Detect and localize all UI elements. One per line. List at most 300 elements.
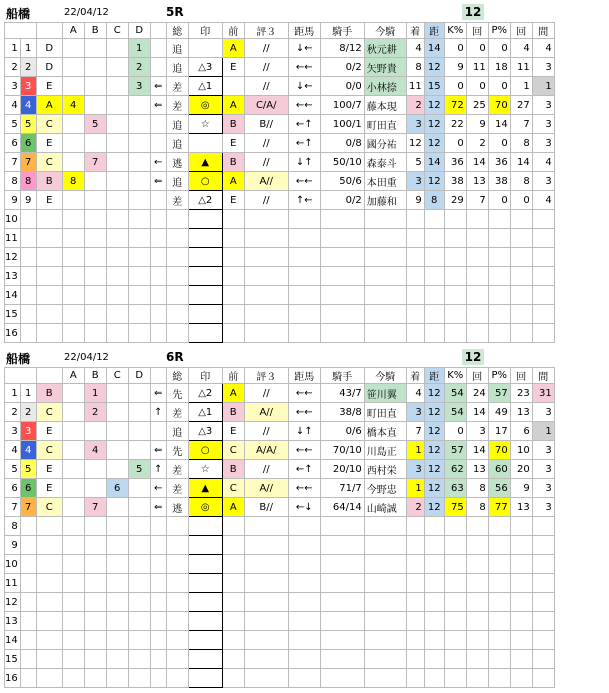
mark (188, 134, 222, 153)
k-percent (444, 631, 466, 650)
prev-rating (222, 650, 244, 669)
rating-a (36, 574, 62, 593)
race-distance: 12 (462, 4, 484, 20)
k-percent: 54 (444, 384, 466, 403)
table-row (5, 248, 555, 267)
distance: 14 (424, 39, 444, 58)
rating-d (106, 384, 128, 403)
distance (424, 517, 444, 536)
p-count: 27 (510, 96, 532, 115)
jockey-name (364, 267, 406, 286)
style: 差 (166, 403, 188, 422)
jockey-name (364, 555, 406, 574)
distance: 12 (424, 422, 444, 441)
distance-trend (288, 324, 320, 343)
interval (532, 248, 554, 267)
arrow (150, 267, 166, 286)
jockey-name: 小林捺 (364, 77, 406, 96)
style (166, 631, 188, 650)
distance-trend: ↓← (288, 39, 320, 58)
rating-e (128, 210, 150, 229)
table-row (5, 191, 555, 210)
distance-trend: ←← (288, 403, 320, 422)
header-rating-a (36, 23, 62, 39)
interval: 4 (532, 153, 554, 172)
eval3: A// (244, 172, 288, 191)
header-k-percent: K% (444, 368, 466, 384)
venue-name: 船橋 (6, 7, 31, 21)
p-percent (488, 669, 510, 688)
table-row (5, 134, 555, 153)
distance: 12 (424, 115, 444, 134)
jockey-name: 本田重 (364, 172, 406, 191)
arrow: ⇐ (150, 441, 166, 460)
distance: 12 (424, 498, 444, 517)
style: 追 (166, 134, 188, 153)
arrow (150, 191, 166, 210)
jockey-stat: 0/2 (320, 58, 364, 77)
k-percent (444, 669, 466, 688)
interval (532, 229, 554, 248)
p-count: 0 (510, 191, 532, 210)
mark (188, 612, 222, 631)
header-prev-rating: 前 (222, 23, 244, 39)
distance-trend: ↓↑ (288, 153, 320, 172)
distance (424, 229, 444, 248)
header-jockey-stat: 騎手 (320, 368, 364, 384)
eval3 (244, 574, 288, 593)
p-percent (488, 210, 510, 229)
p-percent (488, 517, 510, 536)
jockey-stat (320, 267, 364, 286)
horse-number (20, 612, 36, 631)
k-percent: 62 (444, 460, 466, 479)
distance (424, 574, 444, 593)
jockey-name: 加藤和 (364, 191, 406, 210)
distance-trend (288, 305, 320, 324)
rating-d (106, 498, 128, 517)
p-count (510, 631, 532, 650)
k-percent: 0 (444, 39, 466, 58)
distance (424, 555, 444, 574)
eval3 (244, 612, 288, 631)
rating-d (106, 286, 128, 305)
distance (424, 248, 444, 267)
interval: 3 (532, 172, 554, 191)
arrow: ⇐ (150, 384, 166, 403)
rating-b (62, 39, 84, 58)
eval3 (244, 305, 288, 324)
header-eval3: 評３ (244, 368, 288, 384)
style: 差 (166, 191, 188, 210)
rating-c (84, 324, 106, 343)
rating-e (128, 324, 150, 343)
interval: 3 (532, 460, 554, 479)
table-row (5, 422, 555, 441)
interval (532, 612, 554, 631)
prev-rating: E (222, 191, 244, 210)
k-count (466, 631, 488, 650)
arrow (150, 229, 166, 248)
style: 差 (166, 479, 188, 498)
rating-d (106, 555, 128, 574)
p-percent: 17 (488, 422, 510, 441)
rating-a: C (36, 403, 62, 422)
mark (188, 593, 222, 612)
rating-d (106, 191, 128, 210)
prev-rating (222, 324, 244, 343)
distance: 12 (424, 460, 444, 479)
rating-b (62, 324, 84, 343)
distance (424, 305, 444, 324)
table-row (5, 96, 555, 115)
mark: △1 (188, 77, 222, 96)
interval (532, 650, 554, 669)
mark: ▲ (188, 479, 222, 498)
row-number: 13 (5, 267, 21, 286)
jockey-name: 笹川翼 (364, 384, 406, 403)
prev-rating: A (222, 96, 244, 115)
rating-e (128, 441, 150, 460)
k-count: 25 (466, 96, 488, 115)
mark (188, 631, 222, 650)
eval3: // (244, 384, 288, 403)
mark (188, 305, 222, 324)
header-row (5, 23, 555, 39)
style (166, 536, 188, 555)
rating-c (84, 172, 106, 191)
k-percent: 9 (444, 58, 466, 77)
rating-c: 7 (84, 498, 106, 517)
distance-trend (288, 650, 320, 669)
table-row (5, 517, 555, 536)
interval: 3 (532, 441, 554, 460)
rating-b (62, 479, 84, 498)
section-header (4, 2, 555, 22)
rating-b (62, 441, 84, 460)
row-number: 8 (5, 172, 21, 191)
jockey-name: 川島正 (364, 441, 406, 460)
mark: ◎ (188, 498, 222, 517)
section-header (4, 347, 555, 367)
interval (532, 517, 554, 536)
interval: 31 (532, 384, 554, 403)
k-count: 14 (466, 441, 488, 460)
mark: △3 (188, 422, 222, 441)
k-count: 14 (466, 403, 488, 422)
distance-trend: ←↑ (288, 115, 320, 134)
interval (532, 324, 554, 343)
style (166, 305, 188, 324)
rating-a (36, 593, 62, 612)
header-k-count: 回 (466, 368, 488, 384)
finish (406, 210, 424, 229)
distance-trend (288, 612, 320, 631)
rating-b: 4 (62, 96, 84, 115)
jockey-name: 山崎誠 (364, 498, 406, 517)
rating-c: 5 (84, 115, 106, 134)
distance: 14 (424, 153, 444, 172)
finish: 3 (406, 460, 424, 479)
p-count: 6 (510, 422, 532, 441)
distance-trend (288, 517, 320, 536)
p-count (510, 536, 532, 555)
mark: △1 (188, 403, 222, 422)
rating-b (62, 153, 84, 172)
rating-e: 2 (128, 58, 150, 77)
k-percent: 57 (444, 441, 466, 460)
distance: 12 (424, 403, 444, 422)
k-percent (444, 593, 466, 612)
prev-rating: E (222, 134, 244, 153)
mark: ▲ (188, 153, 222, 172)
k-count (466, 574, 488, 593)
horse-number (20, 555, 36, 574)
p-percent: 49 (488, 403, 510, 422)
eval3: // (244, 422, 288, 441)
eval3: // (244, 134, 288, 153)
rating-d (106, 305, 128, 324)
arrow: ← (150, 479, 166, 498)
header-jockey-stat: 騎手 (320, 23, 364, 39)
rating-c: 1 (84, 384, 106, 403)
arrow: ↑ (150, 460, 166, 479)
jockey-name (364, 305, 406, 324)
k-percent (444, 650, 466, 669)
style: 先 (166, 441, 188, 460)
rating-b (62, 384, 84, 403)
rating-a: E (36, 134, 62, 153)
row-number: 1 (5, 39, 21, 58)
rating-c (84, 229, 106, 248)
prev-rating (222, 631, 244, 650)
table-row (5, 58, 555, 77)
rating-b (62, 498, 84, 517)
finish (406, 555, 424, 574)
rating-a (36, 267, 62, 286)
p-count (510, 229, 532, 248)
distance (424, 612, 444, 631)
interval (532, 593, 554, 612)
distance-trend: ←← (288, 441, 320, 460)
rating-c: 2 (84, 403, 106, 422)
arrow: ↑ (150, 403, 166, 422)
rating-d (106, 422, 128, 441)
eval3 (244, 210, 288, 229)
header-p-count: 回 (510, 23, 532, 39)
eval3 (244, 248, 288, 267)
rating-d (106, 153, 128, 172)
horse-number: 2 (20, 403, 36, 422)
k-percent: 38 (444, 172, 466, 191)
row-number: 15 (5, 650, 21, 669)
p-percent: 14 (488, 115, 510, 134)
rating-a (36, 210, 62, 229)
finish (406, 631, 424, 650)
rating-e: 5 (128, 460, 150, 479)
eval3 (244, 555, 288, 574)
header-rating-d: C (106, 23, 128, 39)
p-count (510, 324, 532, 343)
finish: 7 (406, 422, 424, 441)
rating-c (84, 422, 106, 441)
k-percent (444, 324, 466, 343)
rating-a (36, 324, 62, 343)
finish: 9 (406, 191, 424, 210)
row-number: 4 (5, 96, 21, 115)
rating-c (84, 134, 106, 153)
k-count (466, 229, 488, 248)
p-percent: 60 (488, 460, 510, 479)
k-count: 2 (466, 134, 488, 153)
eval3: A/A/ (244, 441, 288, 460)
p-count: 11 (510, 58, 532, 77)
rating-b (62, 403, 84, 422)
rating-c (84, 96, 106, 115)
header-finish: 着 (406, 368, 424, 384)
header-rating-c: B (84, 368, 106, 384)
horse-number (20, 305, 36, 324)
k-count: 14 (466, 153, 488, 172)
k-count (466, 248, 488, 267)
jockey-stat: 8/12 (320, 39, 364, 58)
rating-c (84, 536, 106, 555)
k-count: 11 (466, 58, 488, 77)
rating-e (128, 134, 150, 153)
rating-a: E (36, 460, 62, 479)
prev-rating: B (222, 153, 244, 172)
rating-c (84, 612, 106, 631)
mark (188, 536, 222, 555)
prev-rating: B (222, 460, 244, 479)
finish: 2 (406, 96, 424, 115)
race-date: 22/04/12 (64, 7, 109, 18)
mark: △2 (188, 384, 222, 403)
arrow (150, 39, 166, 58)
mark (188, 267, 222, 286)
horse-number: 4 (20, 441, 36, 460)
table-row (5, 574, 555, 593)
header-row-number (5, 368, 37, 384)
prev-rating: A (222, 384, 244, 403)
horse-number: 2 (20, 58, 36, 77)
rating-e (128, 115, 150, 134)
arrow (150, 536, 166, 555)
rating-d: 6 (106, 479, 128, 498)
header-k-percent: K% (444, 23, 466, 39)
rating-d (106, 58, 128, 77)
k-percent (444, 517, 466, 536)
rating-a (36, 555, 62, 574)
horse-number (20, 267, 36, 286)
horse-number (20, 593, 36, 612)
distance (424, 631, 444, 650)
eval3 (244, 536, 288, 555)
prev-rating (222, 555, 244, 574)
finish: 1 (406, 479, 424, 498)
mark (188, 39, 222, 58)
prev-rating (222, 612, 244, 631)
rating-b (62, 210, 84, 229)
rating-a (36, 669, 62, 688)
style (166, 593, 188, 612)
distance: 15 (424, 77, 444, 96)
header-rating-a (36, 368, 62, 384)
jockey-stat: 70/10 (320, 441, 364, 460)
arrow (150, 650, 166, 669)
p-count (510, 650, 532, 669)
rating-b (62, 460, 84, 479)
p-count: 8 (510, 172, 532, 191)
jockey-name (364, 593, 406, 612)
rating-d (106, 115, 128, 134)
k-percent: 29 (444, 191, 466, 210)
rating-e (128, 536, 150, 555)
k-percent (444, 555, 466, 574)
row-number: 2 (5, 403, 21, 422)
rating-d (106, 39, 128, 58)
rating-e (128, 517, 150, 536)
jockey-name: 橋本直 (364, 422, 406, 441)
k-percent (444, 574, 466, 593)
distance-trend: ←← (288, 96, 320, 115)
finish (406, 612, 424, 631)
header-eval3: 評３ (244, 23, 288, 39)
jockey-stat (320, 612, 364, 631)
jockey-stat (320, 324, 364, 343)
table-row (5, 479, 555, 498)
rating-b (62, 612, 84, 631)
rating-b (62, 536, 84, 555)
p-percent (488, 286, 510, 305)
mark (188, 517, 222, 536)
jockey-name: 藤本現 (364, 96, 406, 115)
jockey-name: 森泰斗 (364, 153, 406, 172)
p-percent: 56 (488, 479, 510, 498)
header-arrow (150, 23, 166, 39)
style: 先 (166, 384, 188, 403)
rating-e (128, 422, 150, 441)
rating-c (84, 669, 106, 688)
rating-d (106, 248, 128, 267)
k-percent: 63 (444, 479, 466, 498)
jockey-stat (320, 593, 364, 612)
row-number: 11 (5, 229, 21, 248)
table-row (5, 77, 555, 96)
p-count: 9 (510, 479, 532, 498)
k-count: 7 (466, 191, 488, 210)
race-distance: 12 (462, 349, 484, 365)
rating-b (62, 631, 84, 650)
jockey-name: 町田直 (364, 403, 406, 422)
distance-trend (288, 210, 320, 229)
p-percent: 36 (488, 153, 510, 172)
rating-b (62, 191, 84, 210)
rating-b (62, 593, 84, 612)
row-number: 16 (5, 669, 21, 688)
rating-c: 7 (84, 153, 106, 172)
mark: ○ (188, 441, 222, 460)
rating-a: A (36, 96, 62, 115)
jockey-stat (320, 248, 364, 267)
prev-rating (222, 536, 244, 555)
jockey-stat (320, 305, 364, 324)
finish (406, 669, 424, 688)
style: 追 (166, 422, 188, 441)
eval3: A// (244, 403, 288, 422)
table-row (5, 536, 555, 555)
interval (532, 267, 554, 286)
